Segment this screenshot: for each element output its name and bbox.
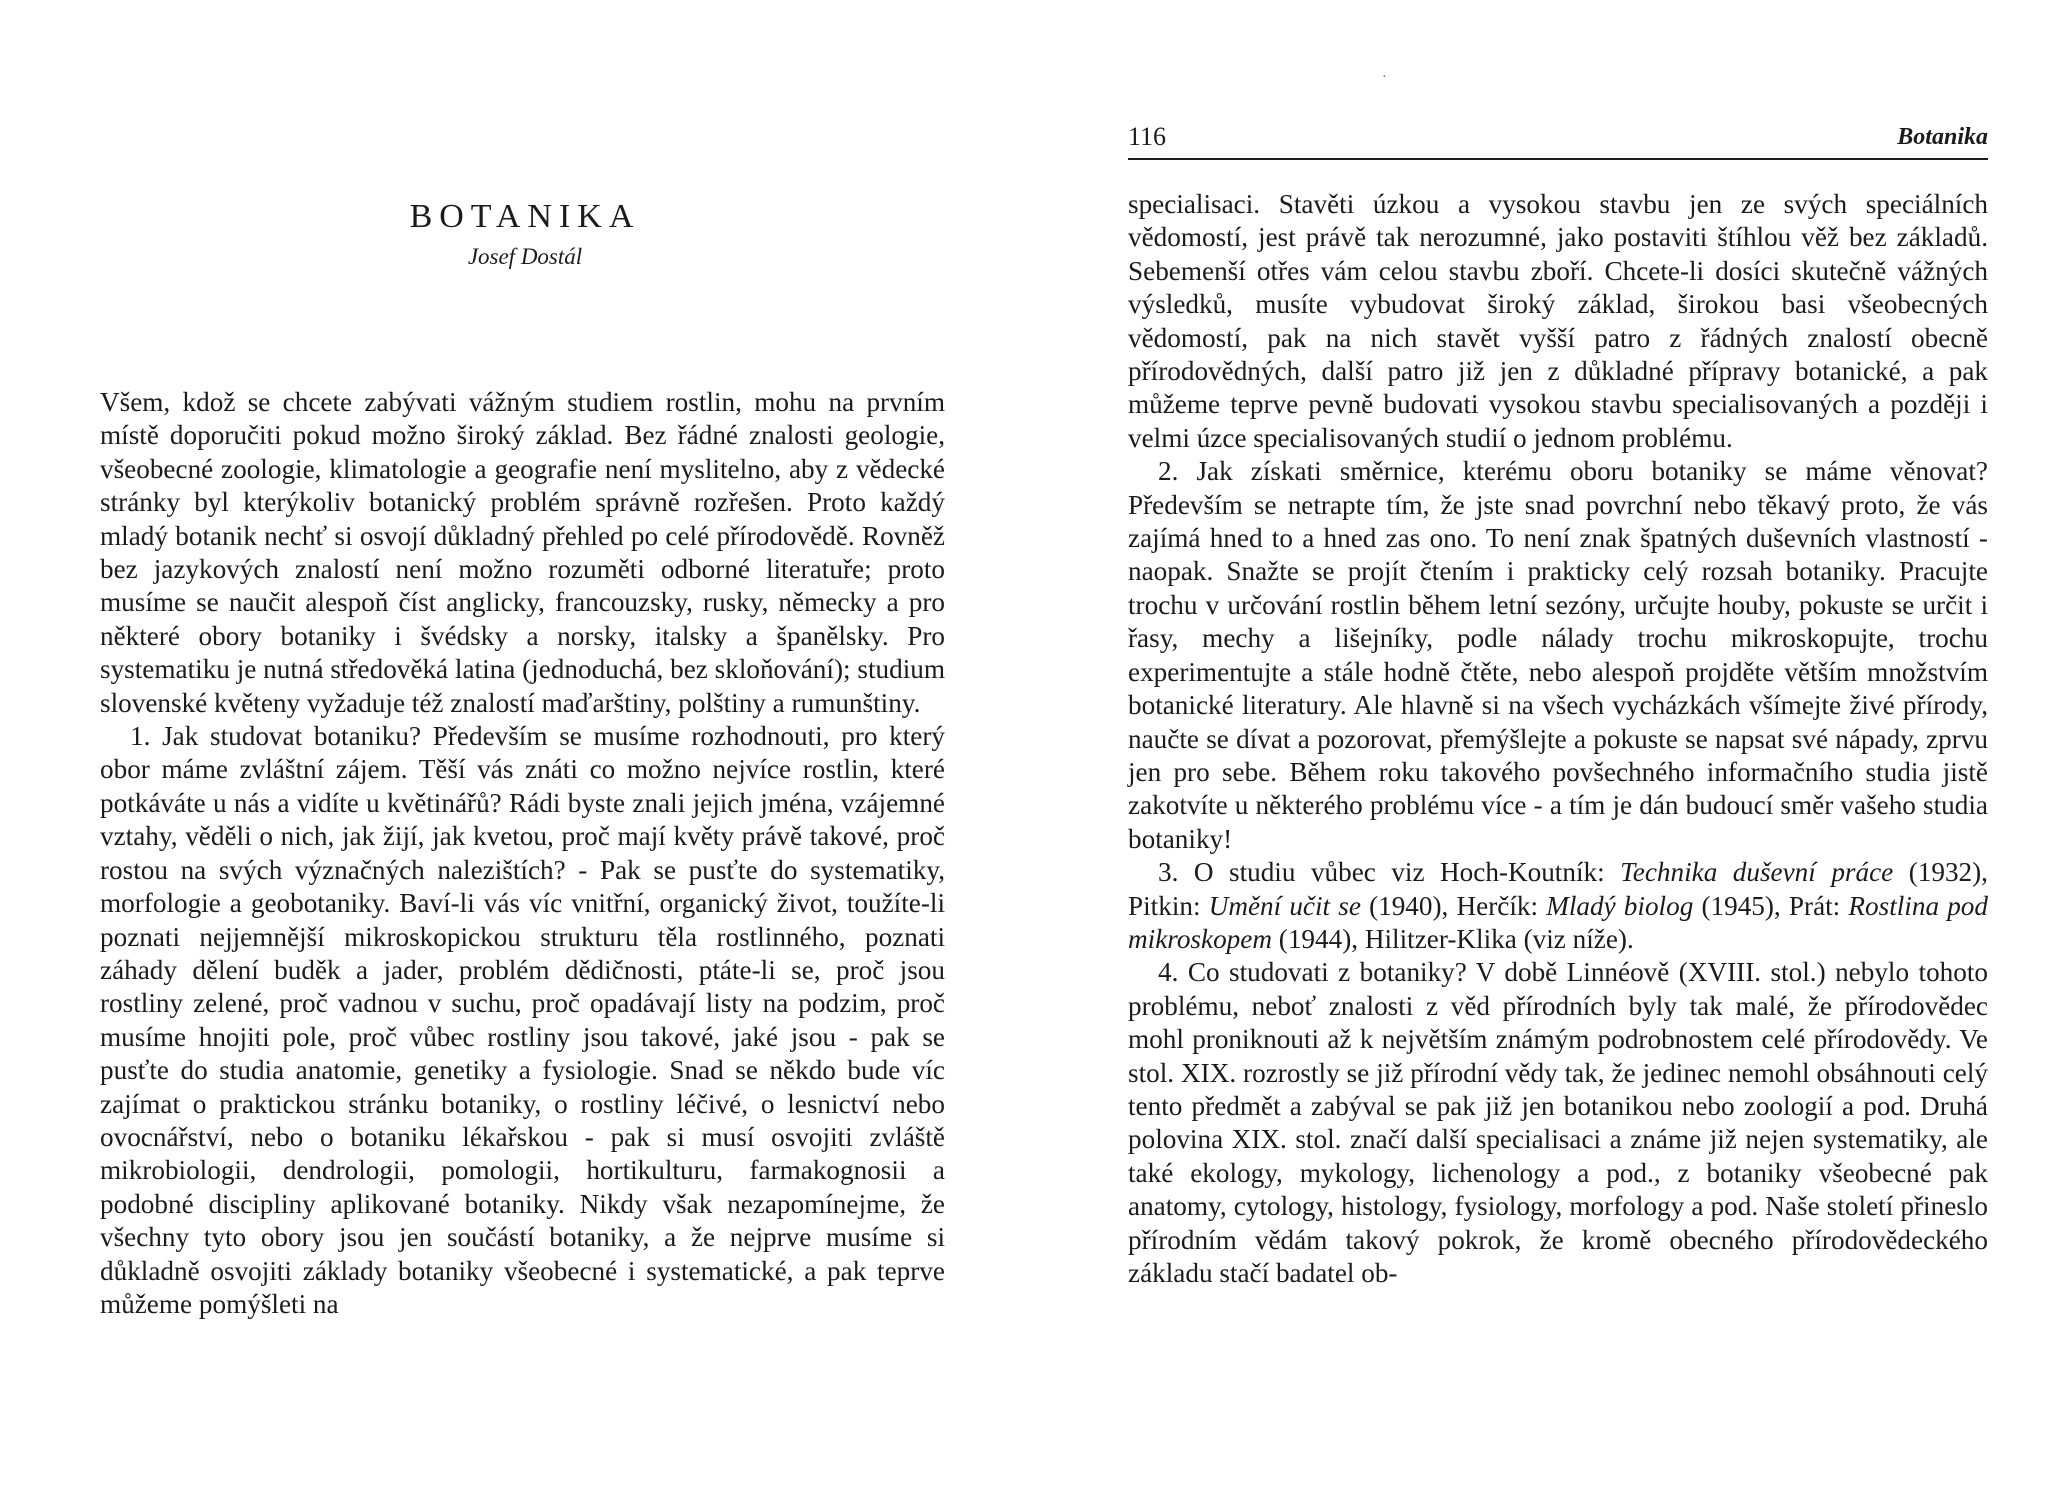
intro-paragraph: Všem, kdož se chcete zabývati vážným studiem rostlin, mohu na prvním místě doporučiti pokud možno široký základ. Bez řádné znalosti geologie, všeobecné zoologie, klimatologie a geografie není myslitelno, aby z vědecké stránky byl kterýkoliv botanický problém správně rozřešen. Proto každý mladý botanik nechť si osvojí důkladný přehled po celé přírodovědě. Rovněž bez jazykových znalostí není možno rozuměti odborné literatuře; proto musíme se naučit alespoň číst anglicky, francouzsky, rusky, německy a pro některé obory botaniky i švédsky a norsky, italsky a španělsky. Pro systematiku je nutná středověká latina (jednoduchá, bez skloňování); studium slovenské květeny vyžaduje též znalostí maďarštiny, polštiny a rumunštiny. [100, 387, 945, 718]
book-title-umeni: Umění učit se [1208, 890, 1361, 921]
paragraph-1: 1. Jak studovat botaniku? Především se musíme rozhodnouti, pro který obor máme zvláštní zájem. Těší vás znáti co možno nejvíce rostlin, které potkáváte u nás a vidíte u květinářů? Rádi byste znali jejich jména, vzájemné vztahy, věděli o nich, jak žijí, jak kvetou, proč mají květy právě takové, proč rostou na svých význačných nalezištích? - Pak se pusťte do systematiky, morfologie a geobotaniky. Baví-li vás víc vnitřní, organický život, toužíte-li poznati nejjemnější mikroskopickou strukturu těla rostlinného, poznati záhady dělení buděk a jader, problém dědičnosti, ptáte-li se, proč jsou rostliny zelené, proč vadnou v suchu, proč opadávají listy na podzim, proč musíme hnojiti pole, proč vůbec rostliny jsou takové, jaké jsou - pak se pusťte do studia anatomie, genetiky a fysiologie. Snad se někdo bude víc zajímat o praktickou stránku botaniky, o rostliny léčivé, o lesnictví nebo ovocnářství, nebo o botaniku lékařskou - pak si musí osvojiti zvláště mikrobiologii, dendrologii, pomologii, hortikulturu, farmakognosii a podobné discipliny aplikované botaniky. Nikdy však nezapomínejme, že všechny tyto obory jsou jen součástí botaniky, a že nejprve musíme si důkladně osvojiti základy botaniky všeobecné i systematické, a pak teprve můžeme pomýšleti na [100, 721, 945, 1319]
book-title-mlady-biolog: Mladý biolog [1546, 890, 1694, 921]
paragraph-2: 2. Jak získati směrnice, kterému oboru botaniky se máme věnovat? Především se netrapte tím, že jste snad povrchní nebo těkavý proto, že vás zajímá hned to a hned zas ono. To není znak špatných duševních vlastností - naopak. Snažte se projít čtením i prakticky celý rozsah botaniky. Pracujte trochu v určování rostlin během letní sezóny, určujte houby, pokuste se určit i řasy, mechy a lišejníky, podle nálady trochu mikroskopujte, trochu experimentujte a stále hodně čtěte, nebo alespoň projděte větším množstvím botanické literatury. Ale hlavně si na všech vycházkách všímejte živé přírody, naučte se dívat a pozorovat, přemýšlejte a pokuste se napsat své nápady, zprvu jen pro sebe. Během roku takového povšechného informačního studia jistě zakotvíte u některého problému více - a tím je dán budoucí směr vašeho studia botaniky! [1128, 456, 1988, 854]
paragraph-3-text-3: (1945), Prát: [1693, 890, 1849, 921]
scan-speck: · [1382, 70, 1387, 85]
running-header [1128, 122, 1988, 160]
paragraph-3-text-2: (1940), Herčík: [1360, 890, 1547, 921]
chapter-title: BOTANIKA [409, 198, 641, 235]
book-title-rostlina: Rostlina pod mikroskopem [1128, 890, 1988, 954]
paragraph-3-text-4: (1944), Hilitzer-Klika (viz níže). [1271, 923, 1634, 954]
right-text-column [1128, 188, 1988, 1290]
left-text-column [100, 386, 945, 1321]
paragraph-3-lead: 3. O studiu vůbec viz Hoch-Koutník: [1158, 857, 1621, 888]
right-page [1025, 0, 2050, 1500]
book-title-technika: Technika duševní práce [1620, 857, 1894, 888]
continuation-paragraph: specialisaci. Stavěti úzkou a vysokou stavbu jen ze svých speciálních vědomostí, jest právě tak nerozumné, jako postaviti štíhlou věž bez základů. Sebemenší otřes vám celou stavbu zboří. Chcete-li dosíci skutečně vážných výsledků, musíte vybudovat široký základ, širokou basi všeobecných vědomostí, pak na nich stavět vyšší patro z řádných znalostí obecně přírodovědných, další patro již jen z důkladné přípravy botanické, a pak můžeme teprve pevně budovati vysokou stavbu specialisovaných a později i velmi úzce specialisovaných studií o jednom problému. [1128, 189, 1988, 453]
paragraph-3 [1128, 856, 1988, 956]
paragraph-3-text-1: (1932), Pitkin: [1128, 857, 1988, 921]
running-head-title: Botanika [1897, 124, 1988, 150]
paragraph-4: 4. Co studovati z botaniky? V době Linnéově (XVIII. stol.) nebylo tohoto problému, neboť znalosti z věd přírodních byly tak malé, že přírodovědec mohl proniknouti až k největším známým podrobnostem celé přírodovědy. Ve stol. XIX. rozrostly se již přírodní vědy tak, že jedinec nemohl obsáhnouti celý tento předmět a zabýval se pak již jen botanikou nebo zoologií a pod. Druhá polovina XIX. stol. značí další specialisaci a známe již nejen systematiky, ale také ekology, mykology, lichenology a pod., z botaniky všeobecné pak anatomy, cytology, histology, fysiology, morfology a pod. Naše století přineslo přírodním vědám takový pokrok, že kromě obecného přírodovědeckého základu stačí badatel ob- [1128, 957, 1988, 1288]
page-number: 116 [1128, 122, 1167, 151]
chapter-author: Josef Dostál [467, 244, 583, 269]
